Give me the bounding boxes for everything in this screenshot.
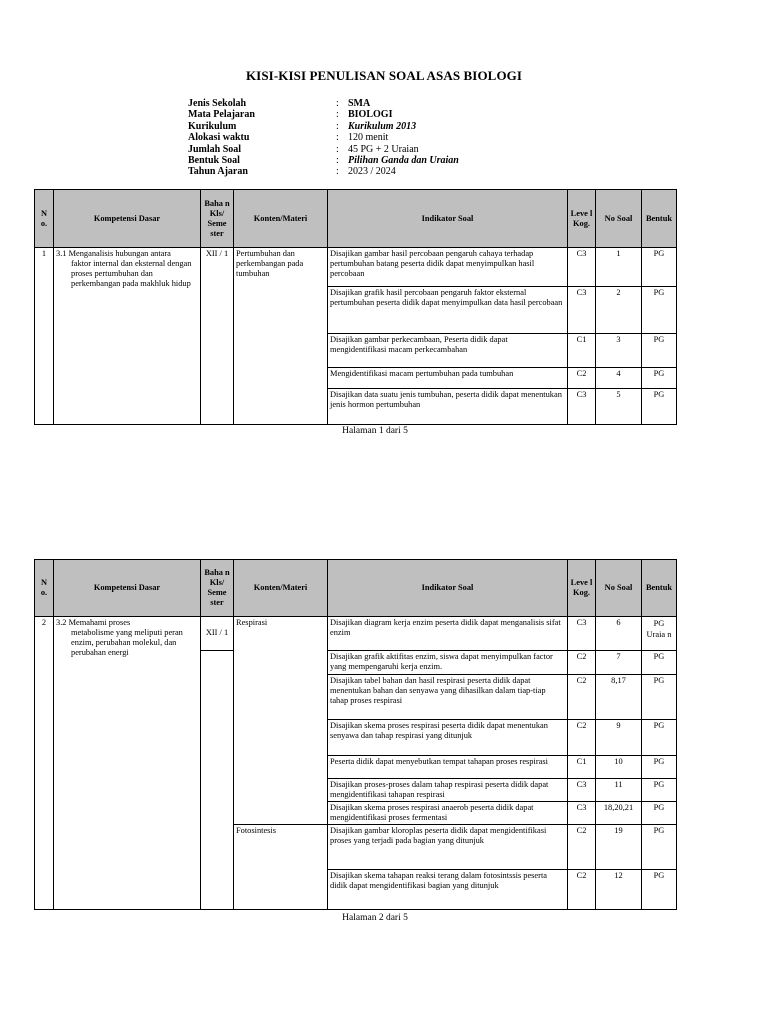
konten-cell: Respirasi [234, 617, 328, 825]
indikator-cell: Disajikan grafik aktifitas enzim, siswa dapat menyimpulkan factor yang mempengaruhi kerja enzim. [328, 651, 568, 675]
bentuk-cell: PG [642, 389, 677, 425]
info-value: 120 menit [348, 132, 389, 144]
bentuk-cell: PG [642, 675, 677, 720]
header-indikator: Indikator Soal [328, 560, 568, 617]
level-cell: C3 [568, 287, 596, 334]
info-row [188, 166, 459, 177]
no-soal-cell: 2 [596, 287, 642, 334]
bentuk-cell: PG [642, 756, 677, 779]
row-number: 1 [35, 248, 54, 425]
info-row [188, 121, 459, 132]
bentuk-cell: PG [642, 334, 677, 368]
level-cell: C2 [568, 675, 596, 720]
info-label: Jenis Sekolah [188, 98, 247, 109]
info-colon: : [336, 109, 339, 121]
level-cell: C1 [568, 756, 596, 779]
page-footer: Halaman 2 dari 5 [342, 913, 408, 923]
indikator-cell: Disajikan gambar kloroplas peserta didik dapat mengidentifikasi proses yang terjadi pada bagian yang ditunjuk [328, 825, 568, 870]
info-label: Bentuk Soal [188, 155, 240, 167]
indikator-cell: Disajikan skema proses respirasi peserta didik dapat menentukan senyawa dan tahap respirasi yang ditunjuk [328, 720, 568, 756]
document-title: KISI-KISI PENULISAN SOAL ASAS BIOLOGI [245, 68, 523, 83]
info-row [188, 144, 459, 155]
header-bentuk: Bentuk [642, 560, 677, 617]
no-soal-cell: 4 [596, 368, 642, 389]
table-row [35, 248, 677, 287]
header-level: Leve l Kog. [568, 190, 596, 248]
no-soal-cell: 3 [596, 334, 642, 368]
kd-first-line: 3.1 Menganalisis hubungan antara [56, 249, 171, 258]
page-footer: Halaman 1 dari 5 [342, 426, 408, 436]
kd-rest-text: faktor internal dan eksternal dengan proses pertumbuhan dan perkembangan pada makhluk hidup [71, 259, 192, 288]
no-soal-cell: 7 [596, 651, 642, 675]
no-soal-cell: 9 [596, 720, 642, 756]
info-colon: : [336, 166, 339, 178]
header-kompetensi-dasar: Kompetensi Dasar [54, 560, 201, 617]
bentuk-cell: PG [642, 248, 677, 287]
document-info [188, 98, 459, 178]
bahan-cell: XII / 1 [201, 248, 234, 425]
indikator-cell: Disajikan gambar perkecambaan, Peserta didik dapat mengidentifikasi macam perkecambahan [328, 334, 568, 368]
bentuk-cell: PG [642, 368, 677, 389]
info-value: SMA [348, 98, 371, 109]
no-soal-cell: 5 [596, 389, 642, 425]
bahan-cell-empty [201, 651, 234, 910]
header-kompetensi-dasar: Kompetensi Dasar [54, 190, 201, 248]
info-row [188, 98, 459, 109]
level-cell: C3 [568, 617, 596, 651]
indikator-cell: Disajikan tabel bahan dan hasil respirasi peserta didik dapat menentukan bahan dan senyawa yang dihasilkan dalam tiap-tiap tahap proses respirasi [328, 675, 568, 720]
indikator-cell: Disajikan grafik hasil percobaan pengaruh faktor eksternal pertumbuhan peserta didik dapat menyimpulkan data hasil percobaan [328, 287, 568, 334]
info-label: Kurikulum [188, 120, 237, 132]
bahan-cell: XII / 1 [201, 617, 234, 651]
indikator-cell: Disajikan proses-proses dalam tahap respirasi peserta didik dapat mengidentifikasi tahapan respirasi [328, 779, 568, 802]
level-cell: C2 [568, 825, 596, 870]
indikator-cell: Peserta didik dapat menyebutkan tempat tahapan proses respirasi [328, 756, 568, 779]
level-cell: C2 [568, 870, 596, 910]
info-label: Mata Pelajaran [188, 109, 255, 121]
info-row [188, 109, 459, 120]
table-header-row [35, 190, 677, 248]
level-cell: C3 [568, 248, 596, 287]
info-colon: : [336, 143, 339, 155]
header-no: N o. [35, 560, 54, 617]
level-cell: C3 [568, 802, 596, 825]
indikator-cell: Mengidentifikasi macam pertumbuhan pada tumbuhan [328, 368, 568, 389]
info-colon: : [336, 98, 339, 109]
header-bahan: Baha n Kls/ Seme ster [201, 190, 234, 248]
bentuk-cell: PG [642, 870, 677, 910]
info-label: Tahun Ajaran [188, 166, 248, 178]
bentuk-cell: PG Uraia n [642, 617, 677, 651]
bentuk-cell: PG [642, 779, 677, 802]
row-number: 2 [35, 617, 54, 910]
indikator-cell: Disajikan gambar hasil percobaan pengaruh cahaya terhadap pertumbuhan batang peserta didik dapat menyimpulkan hasil percobaan [328, 248, 568, 287]
kompetensi-dasar-cell [54, 617, 201, 910]
no-soal-cell: 1 [596, 248, 642, 287]
info-value: BIOLOGI [348, 109, 393, 121]
header-bentuk: Bentuk [642, 190, 677, 248]
info-label: Alokasi waktu [188, 132, 250, 144]
bentuk-cell: PG [642, 651, 677, 675]
level-cell: C1 [568, 334, 596, 368]
grid-table-page-1 [34, 189, 677, 425]
no-soal-cell: 12 [596, 870, 642, 910]
table-header-row [35, 560, 677, 617]
kd-first-line: 3.2 Memahami proses [56, 618, 131, 627]
no-soal-cell: 10 [596, 756, 642, 779]
level-cell: C3 [568, 779, 596, 802]
no-soal-cell: 6 [596, 617, 642, 651]
info-value: 2023 / 2024 [348, 166, 396, 178]
header-no-soal: No Soal [596, 190, 642, 248]
header-konten: Konten/Materi [234, 190, 328, 248]
no-soal-cell: 11 [596, 779, 642, 802]
header-konten: Konten/Materi [234, 560, 328, 617]
level-cell: C2 [568, 720, 596, 756]
info-colon: : [336, 155, 339, 167]
indikator-cell: Disajikan diagram kerja enzim peserta didik dapat menganalisis sifat enzim [328, 617, 568, 651]
info-value: Kurikulum 2013 [348, 120, 417, 132]
info-colon: : [336, 132, 339, 144]
indikator-cell: Disajikan data suatu jenis tumbuhan, peserta didik dapat menentukan jenis hormon pertumbuhan [328, 389, 568, 425]
no-soal-cell: 8,17 [596, 675, 642, 720]
no-soal-cell: 18,20,21 [596, 802, 642, 825]
indikator-cell: Disajikan skema proses respirasi anaerob peserta didik dapat mengidentifikasi proses fermentasi [328, 802, 568, 825]
info-row [188, 132, 459, 143]
level-cell: C2 [568, 368, 596, 389]
info-value: 45 PG + 2 Uraian [348, 143, 419, 155]
header-indikator: Indikator Soal [328, 190, 568, 248]
no-soal-cell: 19 [596, 825, 642, 870]
header-level: Leve l Kog. [568, 560, 596, 617]
kompetensi-dasar-cell [54, 248, 201, 425]
indikator-cell: Disajikan skema tahapan reaksi terang dalam fotosintssis peserta didik dapat mengidentifikasi bagian yang ditunjuk [328, 870, 568, 910]
table-row [35, 617, 677, 651]
kd-rest-text: metabolisme yang meliputi peran enzim, perubahan molekul, dan perubahan energi [71, 628, 183, 657]
info-label: Jumlah Soal [188, 143, 242, 155]
header-bahan: Baha n Kls/ Seme ster [201, 560, 234, 617]
bentuk-cell: PG [642, 825, 677, 870]
bentuk-cell: PG [642, 287, 677, 334]
konten-cell: Fotosintesis [234, 825, 328, 910]
grid-table-page-2 [34, 559, 677, 910]
konten-cell: Pertumbuhan dan perkembangan pada tumbuhan [234, 248, 328, 425]
info-row [188, 155, 459, 166]
header-no-soal: No Soal [596, 560, 642, 617]
bentuk-cell: PG [642, 802, 677, 825]
bentuk-cell: PG [642, 720, 677, 756]
level-cell: C2 [568, 651, 596, 675]
info-colon: : [336, 120, 339, 132]
level-cell: C3 [568, 389, 596, 425]
header-no: N o. [35, 190, 54, 248]
info-value: Pilihan Ganda dan Uraian [348, 155, 459, 167]
